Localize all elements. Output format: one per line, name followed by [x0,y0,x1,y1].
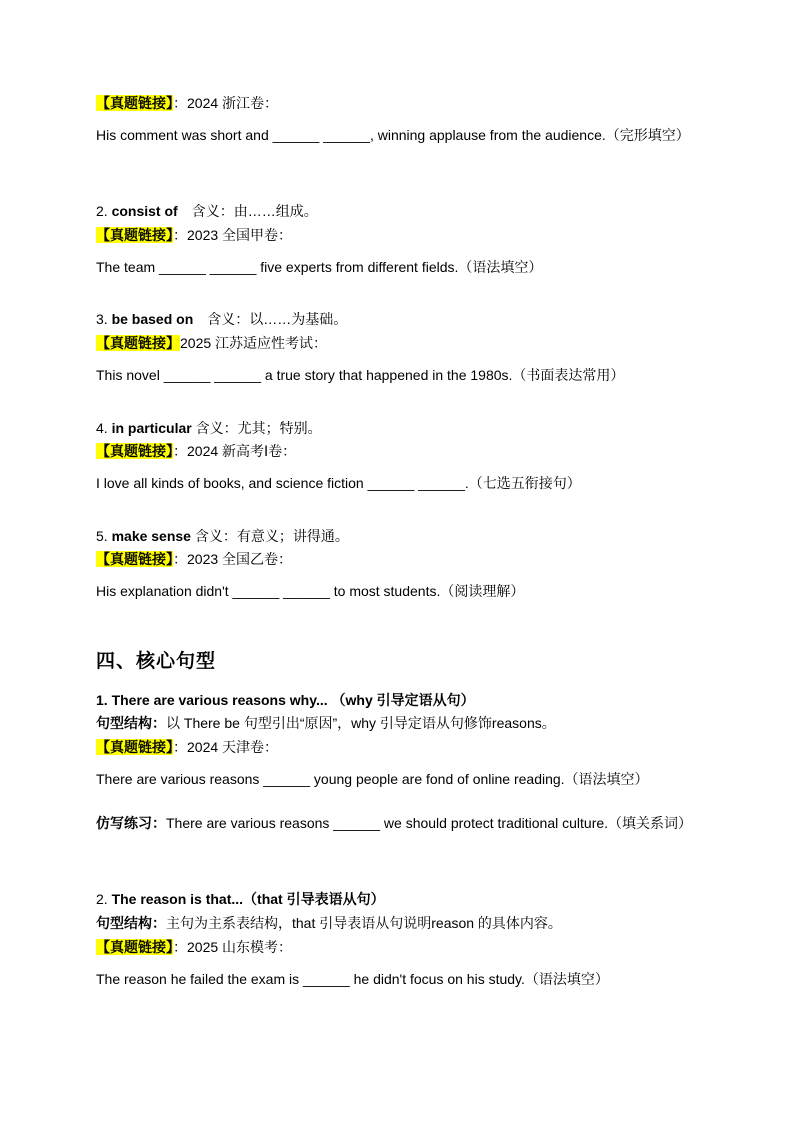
link-line [96,439,696,463]
practice-label: 仿写练习： [96,815,166,831]
source-text: ：2024 新高考Ⅰ卷： [173,443,297,459]
link-label: 【真题链接】 [96,739,173,755]
link-line [96,223,696,247]
source-text: ：2023 全国乙卷： [173,551,293,567]
pattern-structure [96,711,696,735]
link-label: 【真题链接】 [96,551,173,567]
source-text: ：2025 山东模考： [173,939,293,955]
source-text: ：2023 全国甲卷： [173,227,293,243]
link-line [96,935,696,959]
phrase-term: consist of [111,203,178,219]
example-sentence: The reason he failed the exam is ______ he didn't focus on his study.（语法填空） [96,971,609,987]
practice-line [96,811,696,835]
pattern-title: 2. The reason is that...（that 引导表语从句） [96,891,385,907]
source-text: ：2024 浙江卷： [173,95,279,111]
link-label: 【真题链接】 [96,939,173,955]
link-label: 【真题链接】 [96,335,180,351]
example-sentence: There are various reasons ______ young people are fond of online reading.（语法填空） [96,771,649,787]
phrase-term: in particular [111,420,192,436]
example-sentence: His comment was short and ______ ______, winning applause from the audience.（完形填空） [96,127,690,143]
phrase-meaning: 含义：有意义；讲得通。 [190,528,349,544]
phrase-meaning: 含义：由……组成。 [177,203,318,219]
phrase-term: be based on [111,311,194,327]
link-line [96,735,696,759]
section-title: 四、核心句型 [96,651,217,672]
source-text: ：2024 天津卷： [173,739,279,755]
phrase-meaning: 含义：尤其；特别。 [191,420,322,436]
phrase-heading: 3. be based on 含义：以……为基础。 [96,311,348,327]
structure-label: 句型结构： [96,715,166,731]
structure-text: 主句为主系表结构，that 引导表语从句说明reason 的具体内容。 [166,915,562,931]
example-sentence: His explanation didn't ______ ______ to most students.（阅读理解） [96,583,525,599]
phrase-heading: 2. consist of 含义：由……组成。 [96,203,318,219]
structure-text: 以 There be 句型引出“原因”，why 引导定语从句修饰reasons。 [166,715,556,731]
link-line [96,547,696,571]
source-text: 2025 江苏适应性考试： [180,335,328,351]
phrase-meaning: 含义：以……为基础。 [193,311,348,327]
pattern-structure [96,911,696,935]
link-label: 【真题链接】 [96,443,173,459]
link-line-zhejiang [96,91,696,115]
link-label: 【真题链接】 [96,95,173,111]
structure-label: 句型结构： [96,915,166,931]
link-label: 【真题链接】 [96,227,173,243]
example-sentence: The team ______ ______ five experts from different fields.（语法填空） [96,259,543,275]
example-sentence: This novel ______ ______ a true story that happened in the 1980s.（书面表达常用） [96,367,625,383]
example-sentence: I love all kinds of books, and science fiction ______ ______.（七选五衔接句） [96,475,581,491]
link-line [96,331,696,355]
phrase-heading: 4. in particular 含义：尤其；特别。 [96,420,322,436]
practice-text: There are various reasons ______ we should protect traditional culture.（填关系词） [166,815,693,831]
pattern-title: 1. There are various reasons why... （why 引导定语从句） [96,692,475,708]
phrase-term: make sense [111,528,191,544]
phrase-heading: 5. make sense 含义：有意义；讲得通。 [96,528,349,544]
